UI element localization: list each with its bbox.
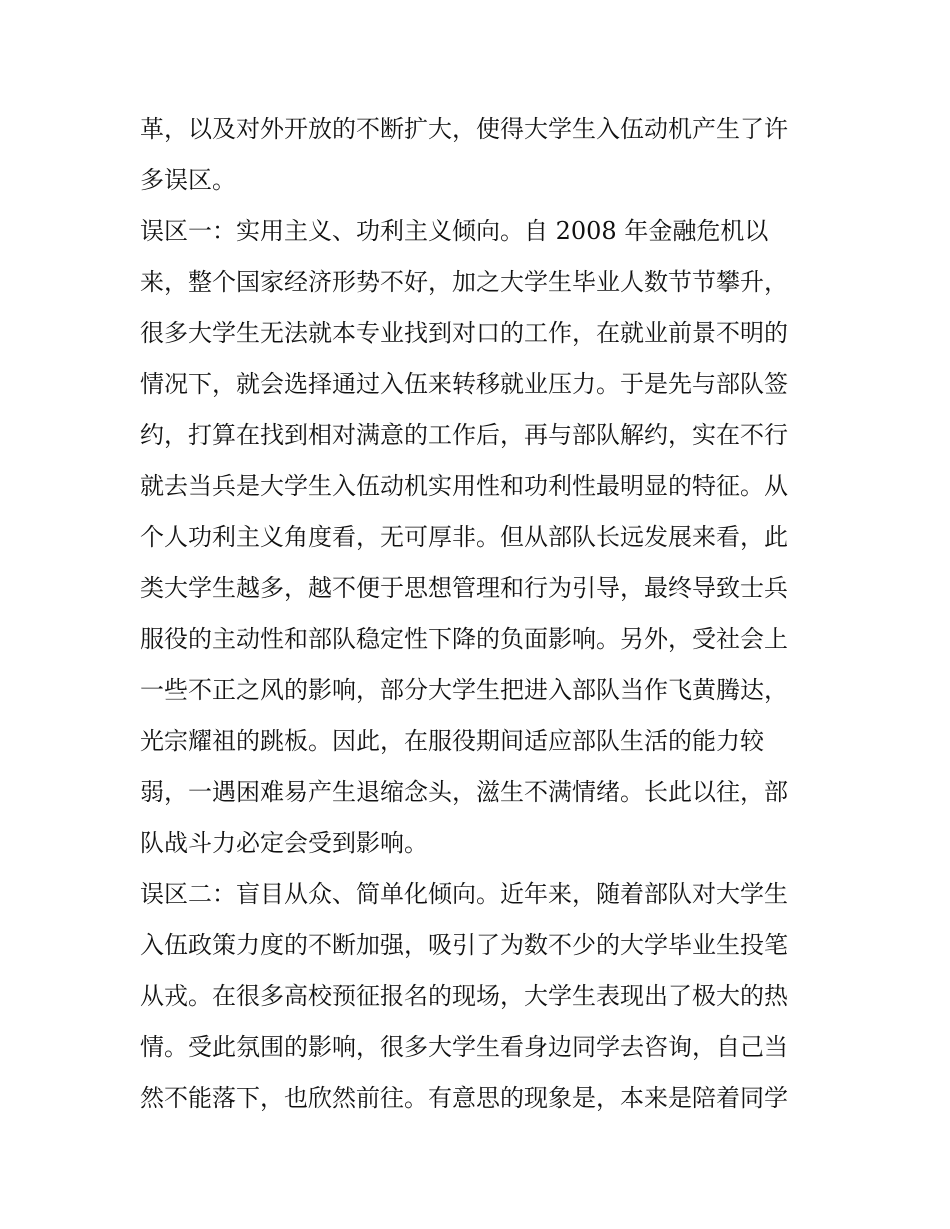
body-text: [140, 104, 820, 1124]
text-line: 服役的主动性和部队稳定性下降的负面影响。另外，受社会上: [140, 625, 788, 653]
text-line: 误区二：盲目从众、简单化倾向。近年来，随着部队对大学生: [140, 880, 788, 908]
text-line: 入伍政策力度的不断加强，吸引了为数不少的大学毕业生投笔: [140, 931, 788, 959]
text-line: 很多大学生无法就本专业找到对口的工作，在就业前景不明的: [140, 319, 788, 347]
text-line: 弱，一遇困难易产生退缩念头，滋生不满情绪。长此以往，部: [140, 778, 788, 806]
text-line: 类大学生越多，越不便于思想管理和行为引导，最终导致士兵: [140, 574, 788, 602]
text-line: 多误区。: [140, 166, 236, 194]
text-line: 个人功利主义角度看，无可厚非。但从部队长远发展来看，此: [140, 523, 788, 551]
text-line: 然不能落下，也欣然前往。有意思的现象是，本来是陪着同学: [140, 1084, 788, 1112]
text-line: 革，以及对外开放的不断扩大，使得大学生入伍动机产生了许: [140, 115, 788, 143]
text-line: 队战斗力必定会受到影响。: [140, 829, 428, 857]
text-line: 情况下，就会选择通过入伍来转移就业压力。于是先与部队签: [140, 370, 788, 398]
text-line: 从戎。在很多高校预征报名的现场，大学生表现出了极大的热: [140, 982, 788, 1010]
text-line: 约，打算在找到相对满意的工作后，再与部队解约，实在不行: [140, 421, 788, 449]
text-line: 一些不正之风的影响，部分大学生把进入部队当作飞黄腾达，: [140, 676, 788, 704]
text-line: 来，整个国家经济形势不好，加之大学生毕业人数节节攀升，: [140, 268, 788, 296]
text-line: 光宗耀祖的跳板。因此，在服役期间适应部队生活的能力较: [140, 727, 764, 755]
text-line: 情。受此氛围的影响，很多大学生看身边同学去咨询，自己当: [140, 1033, 788, 1061]
text-line: 误区一：实用主义、功利主义倾向。自 2008 年金融危机以: [140, 217, 769, 245]
text-line: 就去当兵是大学生入伍动机实用性和功利性最明显的特征。从: [140, 472, 788, 500]
